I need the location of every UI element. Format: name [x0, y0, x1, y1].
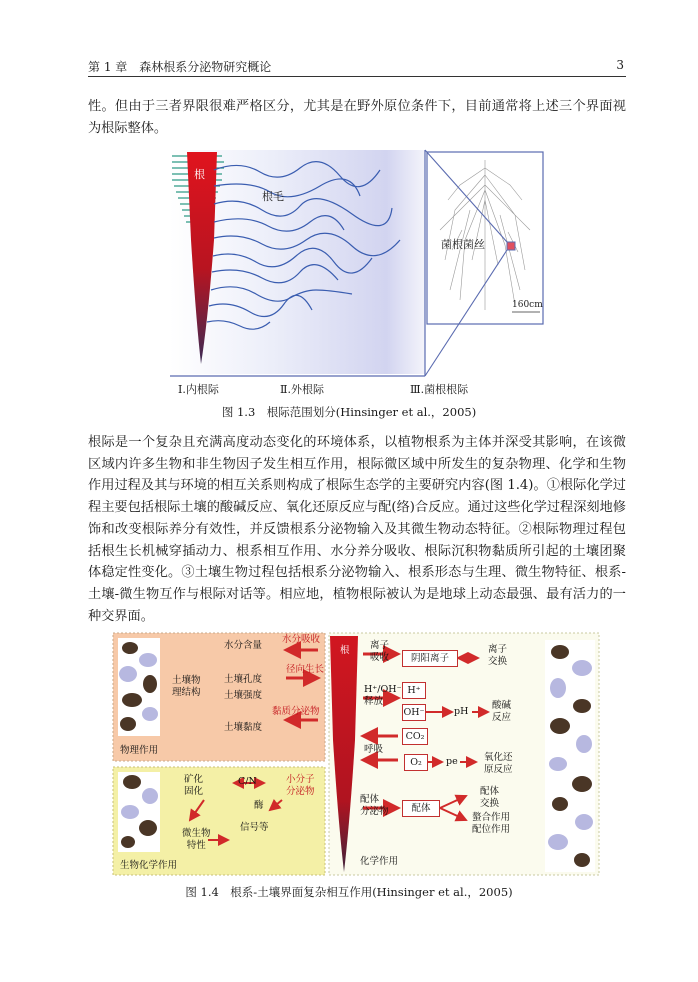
root-label-1-4: 根	[340, 645, 350, 656]
o2-box: O₂	[404, 754, 428, 771]
mineralization-label: 矿化 固化	[184, 774, 204, 797]
root-hair-label: 根毛	[262, 190, 284, 203]
cn-label: C/N	[238, 776, 257, 787]
mucilage-label: 黏质分泌物	[272, 706, 320, 717]
chelation-label: 螯合作用 配位作用	[472, 812, 511, 835]
zone-inner: Ⅰ.内根际	[178, 383, 219, 396]
physical-title: 物理作用	[120, 745, 159, 756]
main-paragraph: 根际是一个复杂且充满高度动态变化的环境体系，以植物根系为主体并深受其影响，在该微区域内许多生物和非生物因子发生相互作用，根际微区域中所发生的复杂物理、化学和生物作用过程及其与环境的相互关系则构成了根际生态学的主要研究内容(图 1.4)。①根际化学过程主要包括根际土壤的酸碱反应、氧化还原反应与配(络)合反应。通过这些化学过程深刻地修饰和改变根际养分有效性，并反馈根系分泌物输入及其微生物动态特征。②根际物理过程包括根生长机械穿插动力、根系相互作用、水分养分吸收、根际沉积物黏质所引起的土壤团聚体稳定性变化。③土壤生物过程包括根系分泌物输入、根系形态与生理、微生物特征、根系-土壤-微生物互作与根际对话等。相应地，植物根际被认为是地球上动态最强、最有活力的一种交界面。	[88, 435, 626, 624]
biochemical-title: 生物化学作用	[120, 860, 178, 871]
ion-uptake-label: 离子 吸收	[370, 640, 390, 663]
soil-structure-label: 土壤物 理结构	[172, 675, 201, 698]
ion-exchange-label: 离子 交换	[488, 644, 508, 667]
acid-base-label: 酸碱 反应	[492, 700, 512, 723]
redox-label: 氧化还 原反应	[484, 752, 513, 775]
physical-item-strength: 土壤强度	[224, 690, 263, 701]
chemical-title: 化学作用	[360, 856, 399, 867]
radial-growth-label: 径向生长	[286, 664, 325, 675]
anion-cation-box: 阴阳离子	[402, 650, 458, 667]
enzyme-label: 酶	[254, 800, 264, 811]
figure-1-4-caption: 图 1.4 根系-土壤界面复杂相互作用(Hinsinger et al.，2005)	[185, 885, 513, 899]
intro-paragraph: 性。但由于三者界限很难严格区分，尤其是在野外原位条件下，目前通常将上述三个界面视为根际整体。	[88, 99, 626, 136]
figure-1-3-caption: 图 1.3 根际范围划分(Hinsinger et al.，2005)	[221, 405, 477, 419]
scale-label: 160cm	[512, 300, 543, 310]
ligand-box: 配体	[402, 800, 440, 817]
zone-mycorrhizal: Ⅲ.菌根根际	[410, 383, 469, 396]
page-number: 3	[616, 58, 624, 72]
h-oh-release-label: H⁺/OH⁻ 释放	[364, 684, 402, 707]
oh-minus-box: OH⁻	[402, 704, 426, 721]
physical-item-water: 水分含量	[224, 640, 263, 651]
zone-outer: Ⅱ.外根际	[280, 383, 324, 396]
small-molecule-label: 小分子 分泌物	[286, 774, 315, 797]
signal-label: 信号等	[240, 822, 269, 833]
respiration-label: 呼吸	[364, 744, 384, 755]
hyphae-label: 菌根菌丝	[441, 238, 485, 251]
microbe-label: 微生物 特性	[182, 828, 211, 851]
physical-item-viscosity: 土壤黏度	[224, 722, 263, 733]
physical-item-porosity: 土壤孔度	[224, 674, 263, 685]
co2-box: CO₂	[402, 728, 428, 745]
ligand-secretion-label: 配体 分泌物	[360, 794, 389, 817]
water-uptake-label: 水分吸收	[282, 634, 321, 645]
pe-label: pe	[446, 756, 458, 767]
ligand-exchange-label: 配体 交换	[480, 786, 500, 809]
ph-label: pH	[454, 706, 469, 717]
chapter-title: 第 1 章 森林根系分泌物研究概论	[88, 60, 272, 74]
h-plus-box: H⁺	[402, 682, 426, 699]
root-label: 根	[194, 168, 205, 181]
